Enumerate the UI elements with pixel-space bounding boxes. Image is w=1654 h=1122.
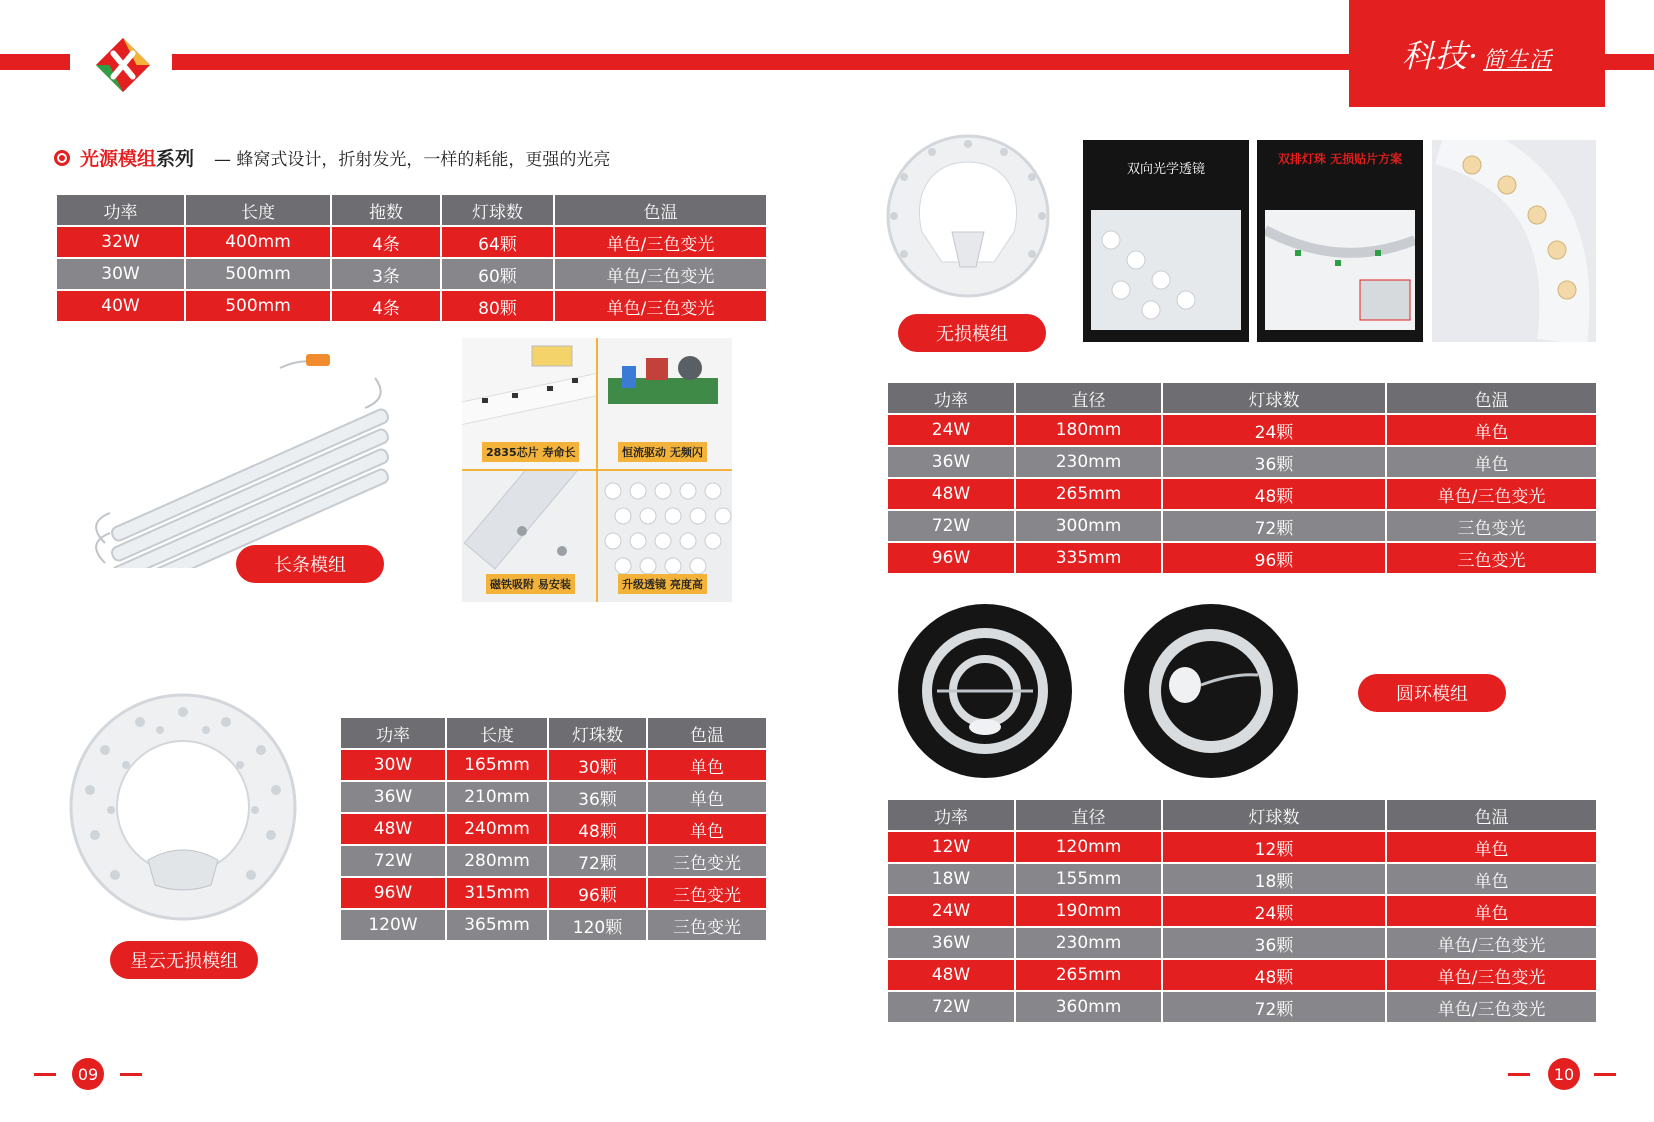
cell: 72颗 [548, 845, 647, 877]
lens-closeup-photo [1091, 210, 1241, 330]
header-band-main [172, 54, 1349, 70]
cell: 96W [340, 877, 446, 909]
cell: 300mm [1015, 510, 1162, 542]
cell: 96颗 [548, 877, 647, 909]
brand-logo [94, 36, 152, 94]
table-header: 功率 [887, 799, 1015, 831]
cell: 单色 [1386, 895, 1597, 927]
table-row [887, 991, 1597, 1023]
table-row [340, 909, 767, 941]
cell: 96W [887, 542, 1015, 574]
cell: 三色变光 [1386, 510, 1597, 542]
cell: 三色变光 [647, 877, 767, 909]
cell: 60颗 [441, 258, 554, 290]
cell: 单色/三色变光 [1386, 991, 1597, 1023]
nebula-module-photo [66, 690, 300, 924]
cell: 36W [887, 927, 1015, 959]
table-row [887, 959, 1597, 991]
page-dash [34, 1073, 56, 1076]
cell: 96颗 [1162, 542, 1386, 574]
table-header: 功率 [56, 194, 185, 226]
cell: 280mm [446, 845, 548, 877]
slogan-text: 科技· 简生活 [1401, 36, 1553, 75]
section-title-black: 系列 [156, 148, 195, 170]
table-header: 色温 [1386, 382, 1597, 414]
cell: 48W [887, 959, 1015, 991]
panel-title: 双排灯珠 无损贴片方案 [1277, 152, 1403, 166]
cell: 4条 [331, 290, 441, 322]
cell: 单色/三色变光 [554, 226, 767, 258]
cell: 48颗 [548, 813, 647, 845]
lossless-spec-table [886, 381, 1598, 575]
section-heading [54, 144, 610, 171]
table-row [887, 831, 1597, 863]
table-header: 拖数 [331, 194, 441, 226]
table-row [340, 877, 767, 909]
cell: 48颗 [1162, 478, 1386, 510]
cell: 400mm [185, 226, 331, 258]
cell: 单色 [1386, 446, 1597, 478]
cell: 三色变光 [647, 845, 767, 877]
cell: 30W [56, 258, 185, 290]
cell: 36颗 [1162, 446, 1386, 478]
cell: 265mm [1015, 959, 1162, 991]
table-header: 灯球数 [1162, 799, 1386, 831]
cell: 500mm [185, 290, 331, 322]
cell: 80颗 [441, 290, 554, 322]
cell: 单色 [1386, 831, 1597, 863]
table-header: 色温 [554, 194, 767, 226]
table-row [56, 226, 767, 258]
cell: 190mm [1015, 895, 1162, 927]
table-row [340, 749, 767, 781]
cell: 72颗 [1162, 510, 1386, 542]
table-header: 灯珠数 [548, 717, 647, 749]
table-row [887, 542, 1597, 574]
table-row [340, 845, 767, 877]
lossless-module-photo [884, 132, 1052, 300]
nebula-spec-table [339, 716, 768, 942]
smd-closeup-photo [1265, 210, 1415, 330]
table-row [340, 781, 767, 813]
cell: 12W [887, 831, 1015, 863]
optical-lens-panel [1083, 140, 1249, 342]
table-header: 直径 [1015, 382, 1162, 414]
cell: 180mm [1015, 414, 1162, 446]
cell: 24颗 [1162, 414, 1386, 446]
cell: 4条 [331, 226, 441, 258]
cell: 155mm [1015, 863, 1162, 895]
table-row [887, 863, 1597, 895]
cell: 230mm [1015, 446, 1162, 478]
cell: 30W [340, 749, 446, 781]
slogan-box [1349, 0, 1605, 107]
cell: 64颗 [441, 226, 554, 258]
cell: 12颗 [1162, 831, 1386, 863]
table-header: 功率 [887, 382, 1015, 414]
cell: 单色 [647, 781, 767, 813]
cell: 单色 [1386, 863, 1597, 895]
cell: 360mm [1015, 991, 1162, 1023]
ring-module-label: 圆环模组 [1358, 674, 1506, 712]
cell: 48W [887, 478, 1015, 510]
cell: 30颗 [548, 749, 647, 781]
feature-tag: 升级透镜 亮度高 [618, 574, 707, 594]
feature-grid [462, 338, 732, 602]
page-dash [1508, 1073, 1530, 1076]
section-tagline: — 蜂窝式设计，折射发光，一样的耗能，更强的光亮 [214, 150, 611, 170]
ring-spec-table [886, 798, 1598, 1024]
panel-title: 双向光学透镜 [1126, 162, 1205, 177]
cell: 单色 [647, 813, 767, 845]
ring-module-photo-2 [1123, 603, 1299, 779]
cell: 单色/三色变光 [554, 290, 767, 322]
cell: 365mm [446, 909, 548, 941]
cell: 24W [887, 414, 1015, 446]
cell: 72W [887, 991, 1015, 1023]
feature-tag: 磁铁吸附 易安装 [486, 574, 575, 594]
table-header: 色温 [647, 717, 767, 749]
table-row [887, 510, 1597, 542]
cell: 18W [887, 863, 1015, 895]
table-row [56, 290, 767, 322]
section-title-red: 光源模组 [80, 148, 157, 170]
table-header: 功率 [340, 717, 446, 749]
strip-module-photo [80, 348, 400, 568]
nebula-module-label: 星云无损模组 [110, 941, 258, 979]
cell: 36颗 [1162, 927, 1386, 959]
table-header: 色温 [1386, 799, 1597, 831]
feature-tag: 恒流驱动 无频闪 [618, 442, 707, 462]
target-bullet-icon [54, 150, 70, 166]
cell: 265mm [1015, 478, 1162, 510]
cell: 120W [340, 909, 446, 941]
table-header: 直径 [1015, 799, 1162, 831]
cell: 230mm [1015, 927, 1162, 959]
led-ring-closeup-photo [1432, 140, 1596, 342]
cell: 210mm [446, 781, 548, 813]
page-number-left: 09 [72, 1058, 104, 1090]
cell: 单色 [1386, 414, 1597, 446]
table-header: 长度 [185, 194, 331, 226]
cell: 单色/三色变光 [1386, 478, 1597, 510]
strip-spec-table [55, 193, 768, 323]
cell: 24颗 [1162, 895, 1386, 927]
cell: 48颗 [1162, 959, 1386, 991]
cell: 三色变光 [1386, 542, 1597, 574]
page-number-right: 10 [1548, 1058, 1580, 1090]
strip-module-label: 长条模组 [236, 545, 384, 583]
cell: 240mm [446, 813, 548, 845]
cell: 单色/三色变光 [1386, 927, 1597, 959]
table-row [56, 258, 767, 290]
ring-module-photo-1 [897, 603, 1073, 779]
cell: 72W [340, 845, 446, 877]
cell: 32W [56, 226, 185, 258]
table-row [887, 927, 1597, 959]
cell: 165mm [446, 749, 548, 781]
cell: 315mm [446, 877, 548, 909]
table-row [340, 813, 767, 845]
cell: 单色 [647, 749, 767, 781]
table-header: 长度 [446, 717, 548, 749]
cell: 3条 [331, 258, 441, 290]
cell: 335mm [1015, 542, 1162, 574]
cell: 18颗 [1162, 863, 1386, 895]
double-row-panel [1257, 140, 1423, 342]
cell: 三色变光 [647, 909, 767, 941]
cell: 单色/三色变光 [1386, 959, 1597, 991]
feature-tag: 2835芯片 寿命长 [482, 442, 579, 462]
cell: 40W [56, 290, 185, 322]
cell: 单色/三色变光 [554, 258, 767, 290]
table-row [887, 446, 1597, 478]
header-band-left [0, 54, 70, 70]
cell: 36颗 [548, 781, 647, 813]
table-row [887, 895, 1597, 927]
page-dash [120, 1073, 142, 1076]
table-header: 灯球数 [1162, 382, 1386, 414]
cell: 36W [887, 446, 1015, 478]
header-band-right [1605, 54, 1654, 70]
table-row [887, 414, 1597, 446]
cell: 72颗 [1162, 991, 1386, 1023]
cell: 120mm [1015, 831, 1162, 863]
table-header: 灯球数 [441, 194, 554, 226]
cell: 36W [340, 781, 446, 813]
cell: 500mm [185, 258, 331, 290]
lossless-module-label: 无损模组 [898, 314, 1046, 352]
page-dash [1594, 1073, 1616, 1076]
cell: 120颗 [548, 909, 647, 941]
cell: 48W [340, 813, 446, 845]
cell: 24W [887, 895, 1015, 927]
cell: 72W [887, 510, 1015, 542]
table-row [887, 478, 1597, 510]
